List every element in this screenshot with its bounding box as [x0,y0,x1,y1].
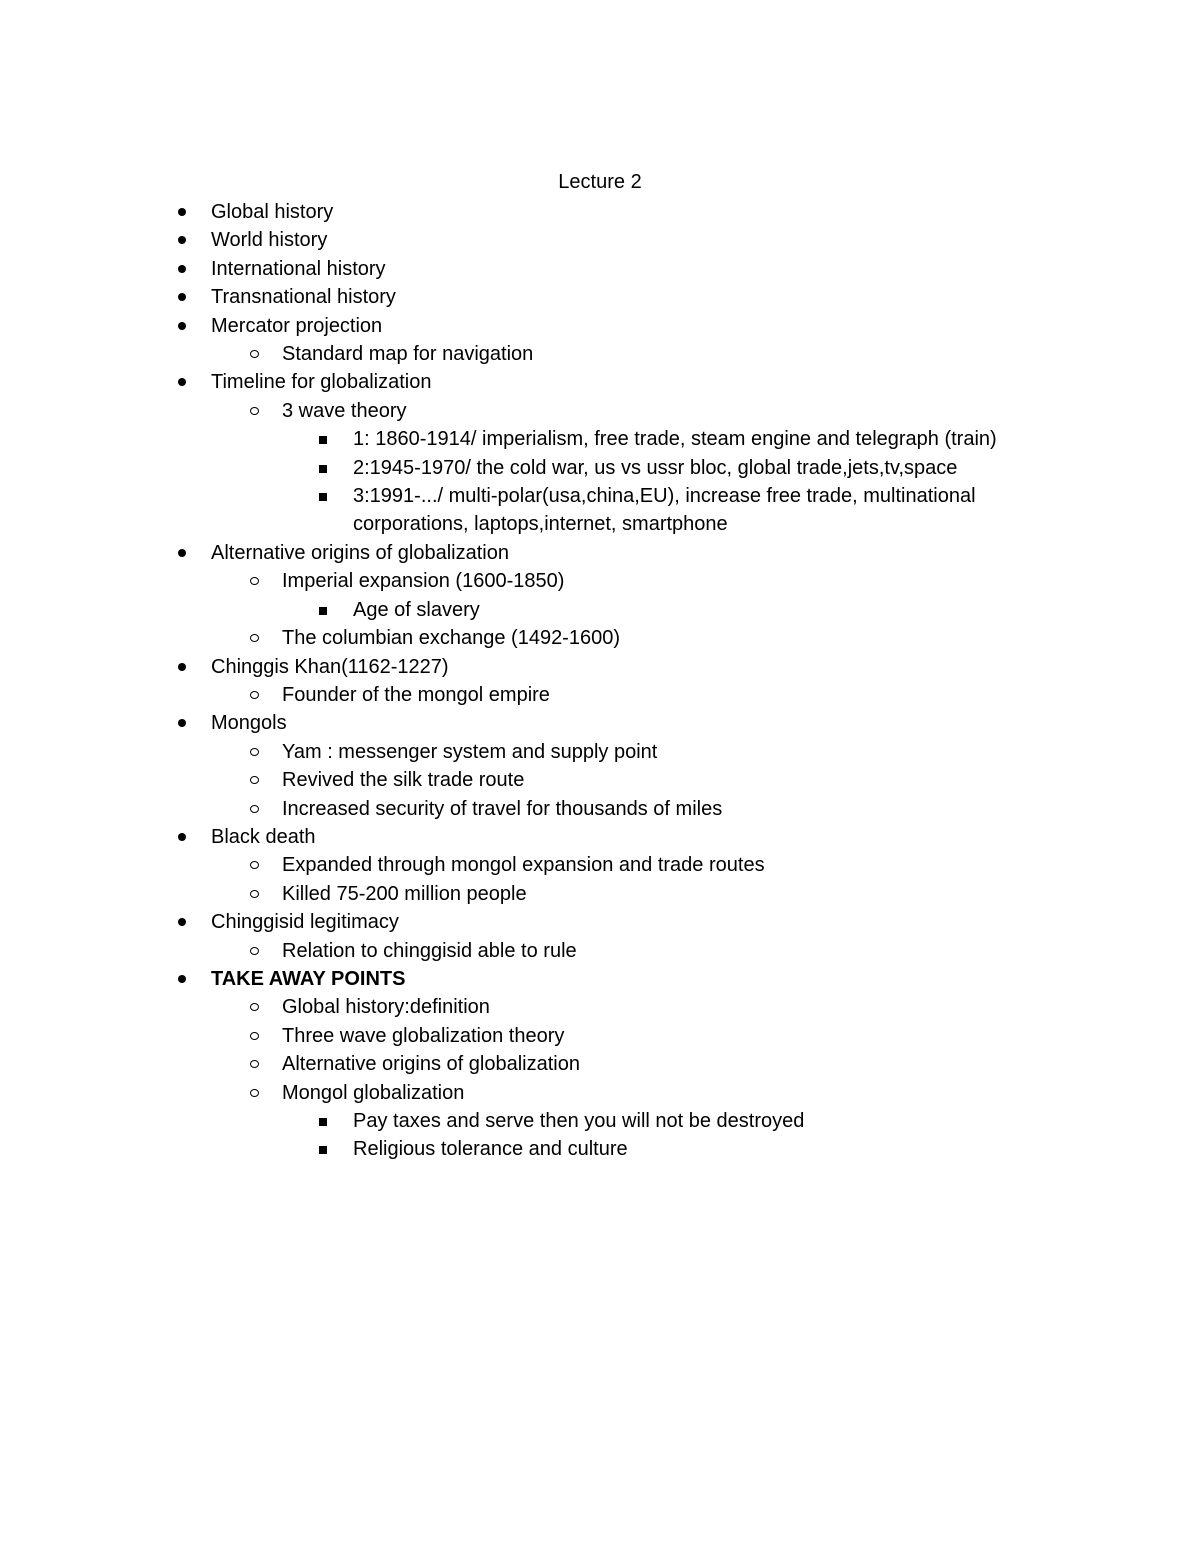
outline-item-text: Killed 75-200 million people [282,882,527,905]
outline-item-text: Revived the silk trade route [282,769,525,792]
outline-item-level-2 [0,1135,1043,1163]
outline-item-text: Global history:definition [282,996,490,1019]
hollow-circle-bullet-icon [250,890,259,898]
outline-item-level-1 [0,1022,1051,1050]
outline-item-level-0 [0,255,1051,283]
outline-item-text: Expanded through mongol expansion and trade routes [282,854,765,877]
square-bullet-icon [319,436,327,444]
outline-item-text: Age of slavery [353,598,480,621]
outline-item-level-0 [0,823,1051,851]
filled-circle-bullet-icon [178,378,186,386]
filled-circle-bullet-icon [178,322,186,330]
outline-item-text: Pay taxes and serve then you will not be destroyed [353,1110,805,1132]
outline-item-text: Chinggisid legitimacy [211,911,399,934]
outline-item-level-0 [0,965,1051,993]
outline-item-text: Timeline for globalization [211,371,432,394]
outline-item-text: 3:1991-.../ multi-polar(usa,china,EU), increase free trade, multinational corporations, laptops,internet, smartphone [353,485,976,536]
outline-item-level-0 [0,198,1051,226]
square-bullet-icon [319,607,327,615]
outline-item-level-1 [0,738,1051,766]
outline-item-text: Increased security of travel for thousands of miles [282,797,723,820]
hollow-circle-bullet-icon [250,350,259,358]
outline-item-text: Mongol globalization [282,1081,465,1104]
outline-item-text: The columbian exchange (1492-1600) [282,627,620,650]
outline-item-text: Religious tolerance and culture [353,1138,628,1161]
outline-item-level-0 [0,539,1051,567]
outline-item-level-1 [0,340,1051,368]
outline-item-text: 1: 1860-1914/ imperialism, free trade, steam engine and telegraph (train) [353,428,997,451]
filled-circle-bullet-icon [178,975,186,983]
filled-circle-bullet-icon [178,265,186,273]
outline-item-level-1 [0,993,1051,1021]
square-bullet-icon [319,465,327,473]
outline-item-level-1 [0,624,1051,652]
outline-item-level-2 [0,482,1043,539]
hollow-circle-bullet-icon [250,776,259,784]
outline-item-text: Three wave globalization theory [282,1024,565,1047]
outline-item-level-2 [0,454,1043,482]
square-bullet-icon [319,1146,327,1154]
outline-item-text: Mercator projection [211,314,383,337]
hollow-circle-bullet-icon [250,1032,259,1040]
filled-circle-bullet-icon [178,293,186,301]
outline-item-text: Relation to chinggisid able to rule [282,939,577,962]
hollow-circle-bullet-icon [250,1060,259,1068]
outline-item-text: Imperial expansion (1600-1850) [282,570,565,593]
hollow-circle-bullet-icon [250,1003,259,1011]
outline-item-level-1 [0,397,1051,425]
outline-item-text: Chinggis Khan(1162-1227) [211,655,449,678]
outline-item-level-1 [0,937,1051,965]
outline-item-text: Alternative origins of globalization [282,1053,580,1076]
outline-item-level-1 [0,567,1051,595]
outline-item-level-0 [0,908,1051,936]
outline-item-level-0 [0,226,1051,254]
hollow-circle-bullet-icon [250,634,259,642]
hollow-circle-bullet-icon [250,947,259,955]
outline-item-text: Black death [211,825,316,848]
hollow-circle-bullet-icon [250,691,259,699]
outline-item-text: International history [211,257,386,280]
outline-item-text: 2:1945-1970/ the cold war, us vs ussr bloc, global trade,jets,tv,space [353,456,958,479]
filled-circle-bullet-icon [178,549,186,557]
outline-item-text: 3 wave theory [282,399,407,422]
bullet-outline [0,198,1200,1164]
outline-item-level-1 [0,851,1051,879]
hollow-circle-bullet-icon [250,805,259,813]
outline-item-level-1 [0,1079,1051,1107]
outline-item-level-1 [0,795,1051,823]
outline-item-text: Global history [211,201,334,223]
outline-item-level-0 [0,653,1051,681]
square-bullet-icon [319,493,327,501]
outline-item-level-1 [0,1050,1051,1078]
outline-item-level-2 [0,596,1043,624]
outline-item-level-2 [0,1107,1043,1135]
filled-circle-bullet-icon [178,208,186,216]
outline-item-text: Founder of the mongol empire [282,683,550,706]
filled-circle-bullet-icon [178,719,186,727]
filled-circle-bullet-icon [178,236,186,244]
filled-circle-bullet-icon [178,833,186,841]
outline-item-level-1 [0,880,1051,908]
outline-item-text: Yam : messenger system and supply point [282,740,658,763]
hollow-circle-bullet-icon [250,1089,259,1097]
square-bullet-icon [319,1118,327,1126]
outline-item-text: Mongols [211,712,287,735]
outline-item-level-2 [0,425,1043,453]
hollow-circle-bullet-icon [250,407,259,415]
outline-item-level-1 [0,766,1051,794]
document-title: Lecture 2 [558,171,642,193]
filled-circle-bullet-icon [178,918,186,926]
hollow-circle-bullet-icon [250,748,259,756]
outline-item-text: Alternative origins of globalization [211,541,509,564]
outline-item-level-0 [0,283,1051,311]
outline-item-level-0 [0,368,1051,396]
outline-item-level-0 [0,709,1051,737]
hollow-circle-bullet-icon [250,861,259,869]
outline-item-text: Transnational history [211,286,396,309]
hollow-circle-bullet-icon [250,577,259,585]
outline-item-text: TAKE AWAY POINTS [211,967,406,990]
outline-item-level-1 [0,681,1051,709]
outline-item-level-0 [0,312,1051,340]
outline-item-text: Standard map for navigation [282,343,534,366]
outline-item-text: World history [211,229,328,252]
filled-circle-bullet-icon [178,663,186,671]
